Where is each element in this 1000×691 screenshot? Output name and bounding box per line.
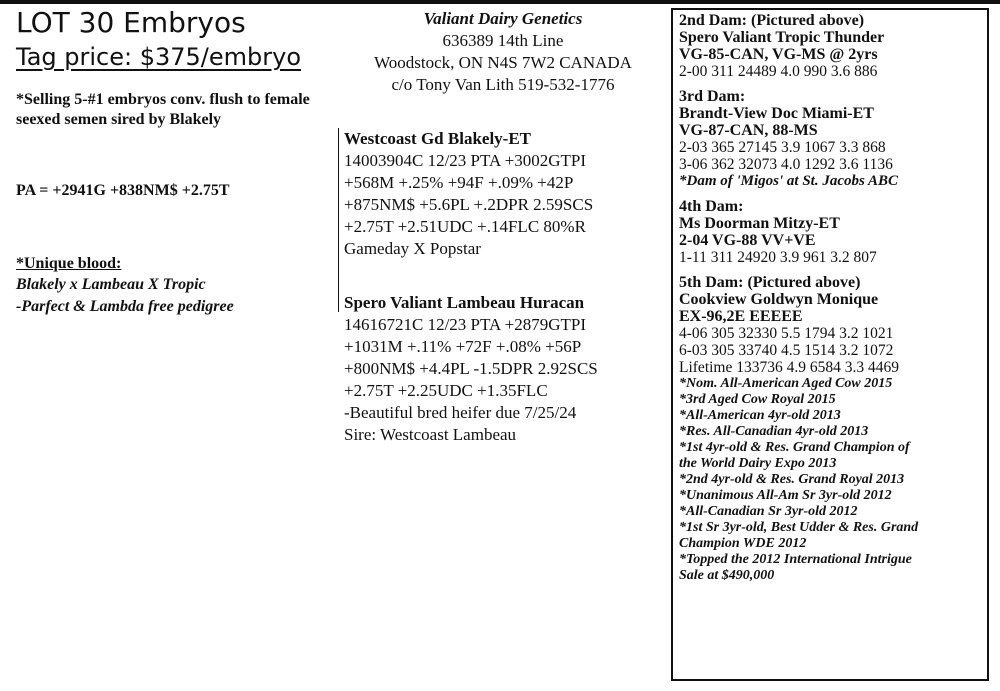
- dam-header: 5th Dam: (Pictured above): [679, 274, 861, 291]
- achievement: *1st 4yr-old & Res. Grand Champion of: [679, 440, 910, 455]
- company-contact: c/o Tony Van Lith 519-532-1776: [391, 75, 615, 94]
- dam-record: 2-00 311 24489 4.0 990 3.6 886: [679, 63, 878, 80]
- sire-line: +568M +.25% +94F +.09% +42P: [344, 173, 574, 192]
- dam-name: Cookview Goldwyn Monique: [679, 291, 879, 308]
- achievement: Champion WDE 2012: [679, 536, 807, 551]
- dam-record: 6-03 305 33740 4.5 1514 3.2 1072: [679, 342, 894, 359]
- dam-name: Spero Valiant Lambeau Huracan: [344, 293, 585, 312]
- dam-info: [344, 292, 666, 446]
- dam-header: 4th Dam:: [679, 198, 744, 215]
- sire-line: Gameday X Popstar: [344, 239, 481, 258]
- dam-line: +800NM$ +4.4PL -1.5DPR 2.92SCS: [344, 359, 598, 378]
- achievement: *Res. All-Canadian 4yr-old 2013: [679, 424, 869, 439]
- fourth-dam: [679, 198, 983, 266]
- sire-name: Westcoast Gd Blakely-ET: [344, 129, 532, 148]
- dam-line: +2.75T +2.25UDC +1.35FLC: [344, 381, 548, 400]
- achievement: *2nd 4yr-old & Res. Grand Royal 2013: [679, 472, 905, 487]
- achievement: *Unanimous All-Am Sr 3yr-old 2012: [679, 488, 892, 503]
- sire-line: 14003904C 12/23 PTA +3002GTPI: [344, 151, 586, 170]
- company-name: Valiant Dairy Genetics: [423, 9, 583, 28]
- dam-name: Ms Doorman Mitzy-ET: [679, 215, 840, 232]
- dam-classification: VG-87-CAN, 88-MS: [679, 122, 818, 139]
- unique-blood-line: -Parfect & Lambda free pedigree: [16, 298, 234, 315]
- top-border: [0, 0, 1000, 4]
- dam-record: 3-06 362 32073 4.0 1292 3.6 1136: [679, 156, 893, 173]
- lot-title: LOT 30 Embryos: [16, 6, 246, 39]
- sire-line: +875NM$ +5.6PL +.2DPR 2.59SCS: [344, 195, 594, 214]
- dam-record: 4-06 305 32330 5.5 1794 3.2 1021: [679, 325, 894, 342]
- dam-line: Sire: Westcoast Lambeau: [344, 425, 517, 444]
- company-info: [342, 8, 664, 96]
- achievement: *1st Sr 3yr-old, Best Udder & Res. Grand: [679, 520, 919, 535]
- dam-classification: EX-96,2E EEEEE: [679, 308, 803, 325]
- dam-name: Spero Valiant Tropic Thunder: [679, 29, 885, 46]
- unique-blood-title: *Unique blood:: [16, 255, 122, 272]
- sire-divider: [338, 128, 339, 312]
- dam-record: 1-11 311 24920 3.9 961 3.2 807: [679, 249, 877, 266]
- dam-name: Brandt-View Doc Miami-ET: [679, 105, 874, 122]
- third-dam: [679, 88, 983, 190]
- achievement: *3rd Aged Cow Royal 2015: [679, 392, 836, 407]
- dam-line: -Beautiful bred heifer due 7/25/24: [344, 403, 577, 422]
- dam-record: Lifetime 133736 4.9 6584 3.3 4469: [679, 359, 899, 376]
- dam-line: +1031M +.11% +72F +.08% +56P: [344, 337, 582, 356]
- achievement: *All-American 4yr-old 2013: [679, 408, 841, 423]
- tag-price: Tag price: $375/embryo: [16, 43, 301, 71]
- achievement: Sale at $490,000: [679, 568, 775, 583]
- dam-note: *Dam of 'Migos' at St. Jacobs ABC: [679, 173, 899, 189]
- second-dam: [679, 12, 983, 80]
- selling-note: *Selling 5-#1 embryos conv. flush to female seexed semen sired by Blakely: [16, 91, 310, 128]
- sire-info: [344, 128, 666, 260]
- achievement: *Topped the 2012 International Intrigue: [679, 552, 912, 567]
- pedigree-box: [671, 8, 989, 681]
- achievement: *Nom. All-American Aged Cow 2015: [679, 376, 893, 391]
- sire-line: +2.75T +2.51UDC +.14FLC 80%R: [344, 217, 586, 236]
- unique-blood-line: Blakely x Lambeau X Tropic: [16, 276, 206, 293]
- company-address: 636389 14th Line: [442, 31, 564, 50]
- dam-header: 2nd Dam: (Pictured above): [679, 12, 865, 29]
- pa-values: PA = +2941G +838NM$ +2.75T: [16, 182, 230, 199]
- dam-line: 14616721C 12/23 PTA +2879GTPI: [344, 315, 586, 334]
- achievement: *All-Canadian Sr 3yr-old 2012: [679, 504, 858, 519]
- dam-header: 3rd Dam:: [679, 88, 746, 105]
- dam-record: 2-03 365 27145 3.9 1067 3.3 868: [679, 139, 886, 156]
- fifth-dam: [679, 274, 983, 584]
- dam-classification: VG-85-CAN, VG-MS @ 2yrs: [679, 46, 878, 63]
- achievement: the World Dairy Expo 2013: [679, 456, 837, 471]
- dam-classification: 2-04 VG-88 VV+VE: [679, 232, 816, 249]
- company-address: Woodstock, ON N4S 7W2 CANADA: [374, 53, 632, 72]
